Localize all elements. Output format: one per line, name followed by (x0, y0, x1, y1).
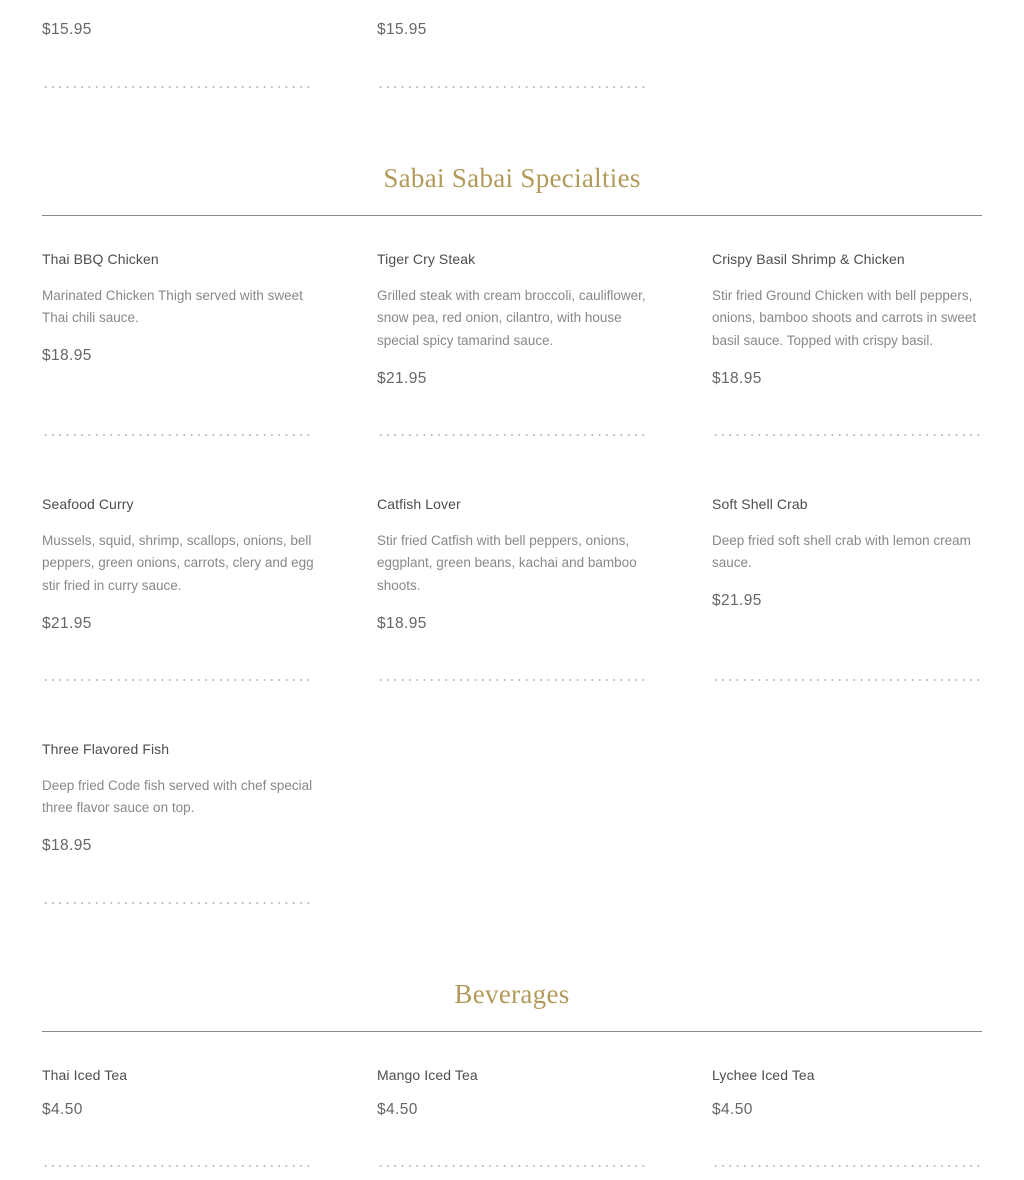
item-name: Catfish Lover (377, 496, 461, 512)
item-name: Seafood Curry (42, 496, 134, 512)
item-name: Thai Iced Tea (42, 1067, 128, 1083)
item-price: $21.95 (377, 370, 427, 387)
item-price: $18.95 (42, 837, 92, 854)
item-price: $18.95 (712, 370, 762, 387)
item-price: $21.95 (712, 592, 762, 609)
item-price: $4.50 (42, 1101, 83, 1118)
dotted-divider (377, 86, 647, 88)
item-description: Stir fried Ground Chicken with bell peppers, onions, bamboo shoots and carrots in sweet basil sauce. Topped with crispy basil. (712, 288, 977, 348)
dotted-divider (42, 434, 312, 436)
dotted-divider (42, 679, 312, 681)
item-price: $4.50 (377, 1101, 418, 1118)
item-name: Crispy Basil Shrimp & Chicken (712, 251, 905, 267)
section-rule (42, 1031, 982, 1032)
dotted-divider (712, 434, 982, 436)
item-name: Mango Iced Tea (377, 1067, 478, 1083)
item-description: Deep fried Code fish served with chef special three flavor sauce on top. (42, 778, 313, 816)
item-name: Lychee Iced Tea (712, 1067, 815, 1083)
dotted-divider (712, 1165, 982, 1167)
dotted-divider (712, 679, 982, 681)
dotted-divider (42, 1165, 312, 1167)
item-name: Three Flavored Fish (42, 741, 170, 757)
item-name: Tiger Cry Steak (377, 251, 476, 267)
item-name: Thai BBQ Chicken (42, 251, 159, 267)
item-description: Mussels, squid, shrimp, scallops, onions, bell peppers, green onions, carrots, clery and egg stir fried in curry sauce. (42, 533, 314, 593)
item-price: $4.50 (712, 1101, 753, 1118)
item-name: Soft Shell Crab (712, 496, 808, 512)
item-price: $15.95 (42, 21, 92, 38)
item-description: Marinated Chicken Thigh served with sweet Thai chili sauce. (42, 288, 303, 326)
item-description: Deep fried soft shell crab with lemon cream sauce. (712, 533, 971, 571)
dotted-divider (377, 434, 647, 436)
section-title: Beverages (454, 979, 570, 1009)
item-description: Grilled steak with cream broccoli, cauliflower, snow pea, red onion, cilantro, with house special spicy tamarind sauce. (377, 288, 646, 348)
item-price: $18.95 (377, 615, 427, 632)
dotted-divider (377, 1165, 647, 1167)
dotted-divider (377, 679, 647, 681)
section-rule (42, 215, 982, 216)
item-price: $15.95 (377, 21, 427, 38)
dotted-divider (42, 86, 312, 88)
item-price: $21.95 (42, 615, 92, 632)
item-price: $18.95 (42, 347, 92, 364)
dotted-divider (42, 902, 312, 904)
section-title: Sabai Sabai Specialties (383, 163, 641, 193)
item-description: Stir fried Catfish with bell peppers, onions, eggplant, green beans, kachai and bamboo shoots. (377, 533, 637, 593)
